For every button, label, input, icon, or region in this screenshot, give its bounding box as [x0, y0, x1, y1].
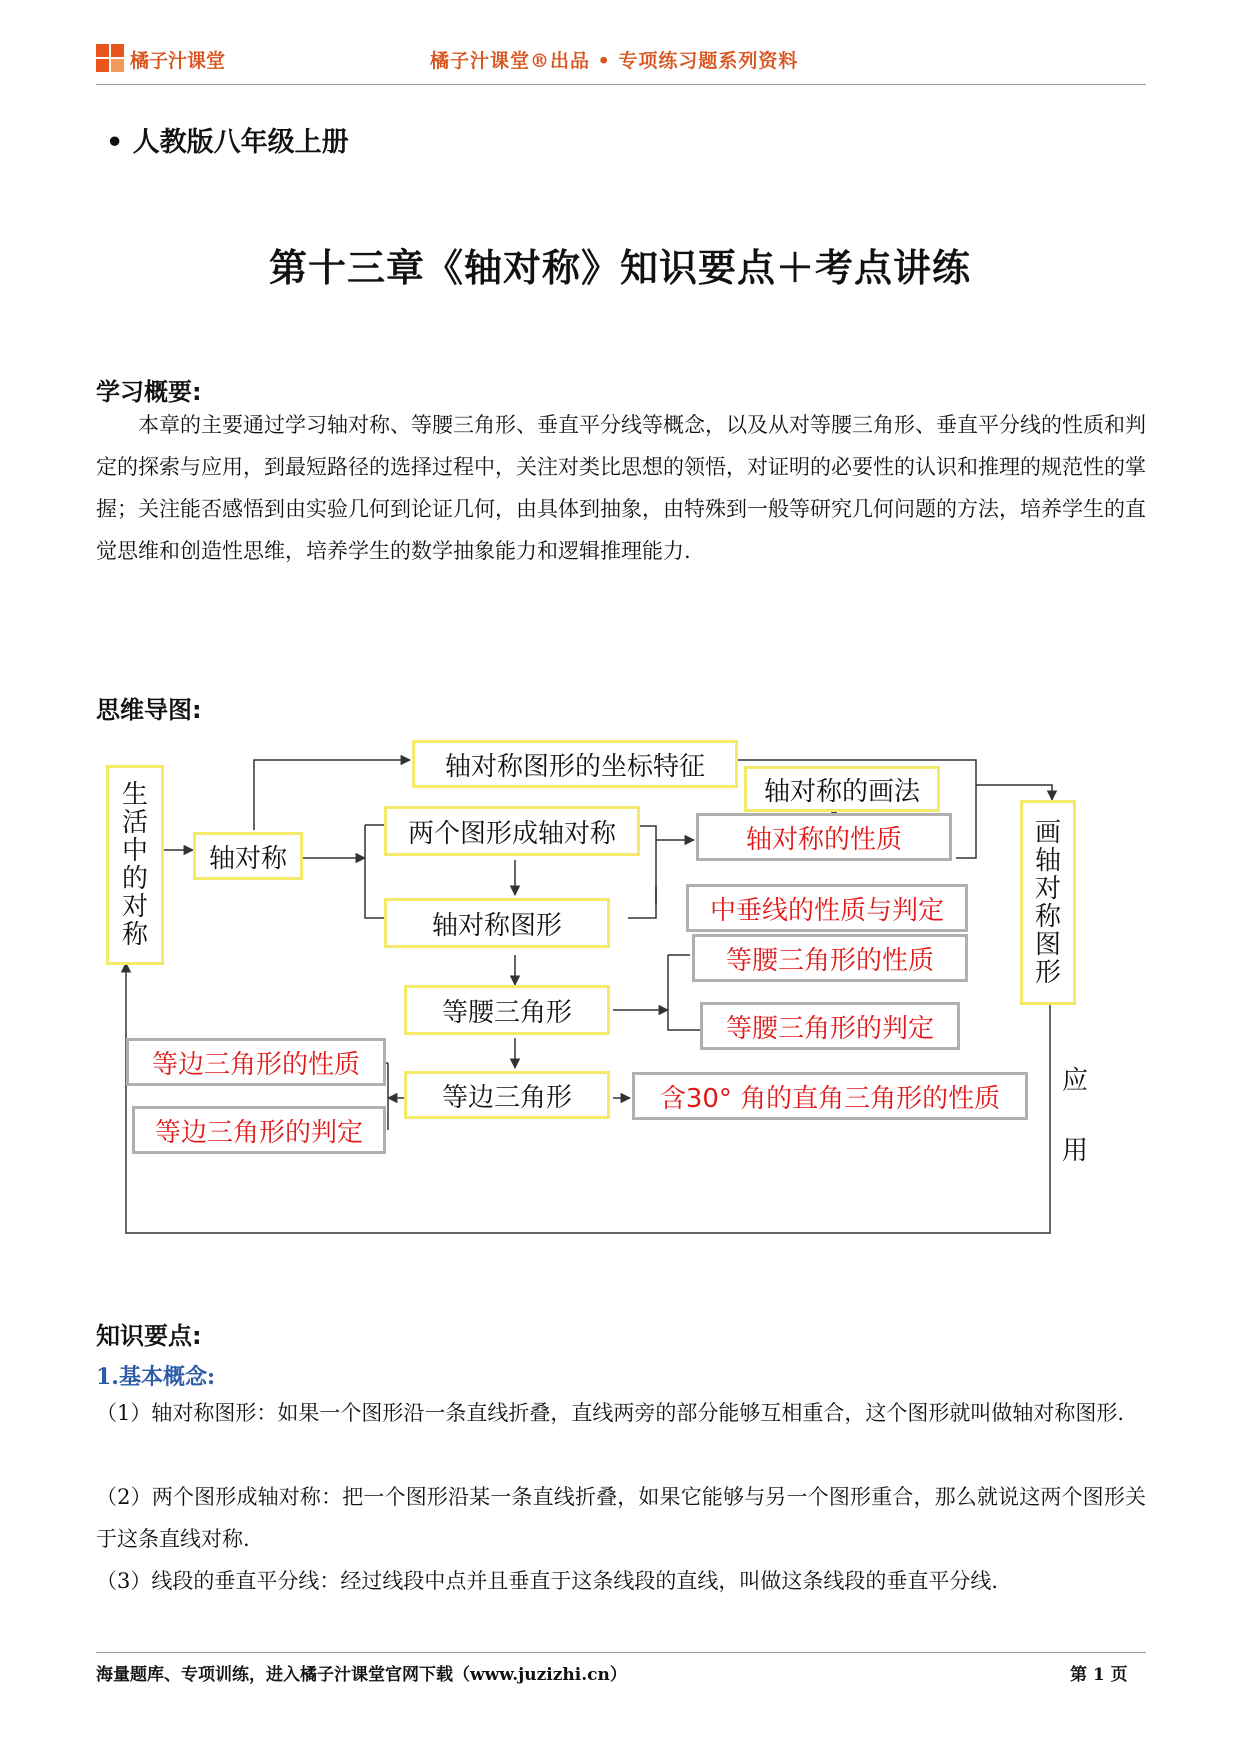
- node-drawing-method: 轴对称的画法: [744, 766, 940, 812]
- node-equilateral-judgment: 等边三角形的判定: [132, 1106, 386, 1154]
- node-draw-symmetric-figure: 画 轴 对 称 图 形: [1020, 800, 1076, 1005]
- node-equilateral-triangle: 等边三角形: [404, 1071, 610, 1119]
- node-perpendicular-bisector: 中垂线的性质与判定: [686, 884, 968, 932]
- basic-concepts-heading: 1.基本概念:: [96, 1364, 216, 1390]
- mindmap-heading: 思维导图:: [96, 696, 202, 724]
- page-title: 第十三章《轴对称》知识要点＋考点讲练: [268, 245, 971, 290]
- knowledge-item-2: （2）两个图形成轴对称：把一个图形沿某一条直线折叠，如果它能够与另一个图形重合，那么就说这两个图形关于这条直线对称.: [96, 1485, 1146, 1551]
- node-30-degree-right-triangle: 含30° 角的直角三角形的性质: [632, 1072, 1028, 1120]
- footer-divider: [96, 1652, 1146, 1653]
- edition-label: • 人教版八年级上册: [106, 127, 349, 158]
- knowledge-item-3: （3）线段的垂直平分线：经过线段中点并且垂直于这条线段的直线，叫做这条线段的垂直平分线.: [96, 1569, 999, 1593]
- brand-logo-icon: [96, 44, 126, 74]
- label-application-2: 用: [1062, 1136, 1089, 1166]
- page-number: 第 1 页: [1070, 1665, 1128, 1685]
- knowledge-heading: 知识要点:: [96, 1322, 202, 1350]
- node-isosceles-judgment: 等腰三角形的判定: [700, 1002, 960, 1050]
- header-brand: 橘子汁课堂: [130, 50, 226, 72]
- header-title: 橘子汁课堂®出品 • 专项练习题系列资料: [430, 50, 799, 72]
- node-life-symmetry: 生 活 中 的 对 称: [106, 765, 164, 965]
- node-coordinate-feature: 轴对称图形的坐标特征: [412, 740, 738, 788]
- footer-link-text: 海量题库、专项训练，进入橘子汁课堂官网下载（www.juzizhi.cn）: [96, 1665, 627, 1685]
- header-divider: [96, 84, 1146, 85]
- knowledge-item-1: （1）轴对称图形：如果一个图形沿一条直线折叠，直线两旁的部分能够互相重合，这个图形就叫做轴对称图形.: [96, 1401, 1125, 1425]
- node-axis-symmetry: 轴对称: [193, 832, 303, 880]
- node-equilateral-property: 等边三角形的性质: [126, 1038, 386, 1086]
- node-two-figures-symmetric: 两个图形成轴对称: [384, 806, 640, 856]
- overview-heading: 学习概要:: [96, 378, 202, 406]
- node-isosceles-triangle: 等腰三角形: [404, 985, 610, 1035]
- node-isosceles-property: 等腰三角形的性质: [692, 934, 968, 982]
- node-symmetry-property: 轴对称的性质: [696, 813, 952, 861]
- overview-text: 本章的主要通过学习轴对称、等腰三角形、垂直平分线等概念，以及从对等腰三角形、垂直平分线的性质和判定的探索与应用，到最短路径的选择过程中，关注对类比思想的领悟，对证明的必要性的认识和推理的规范性的掌握；关注能否感悟到由实验几何到论证几何，由具体到抽象，由特殊到一般等研究几何问题的方法，培养学生的直觉思维和创造性思维，培养学生的数学抽象能力和逻辑推理能力.: [96, 413, 1146, 563]
- label-application-1: 应: [1062, 1066, 1089, 1096]
- node-symmetric-figure: 轴对称图形: [384, 898, 610, 948]
